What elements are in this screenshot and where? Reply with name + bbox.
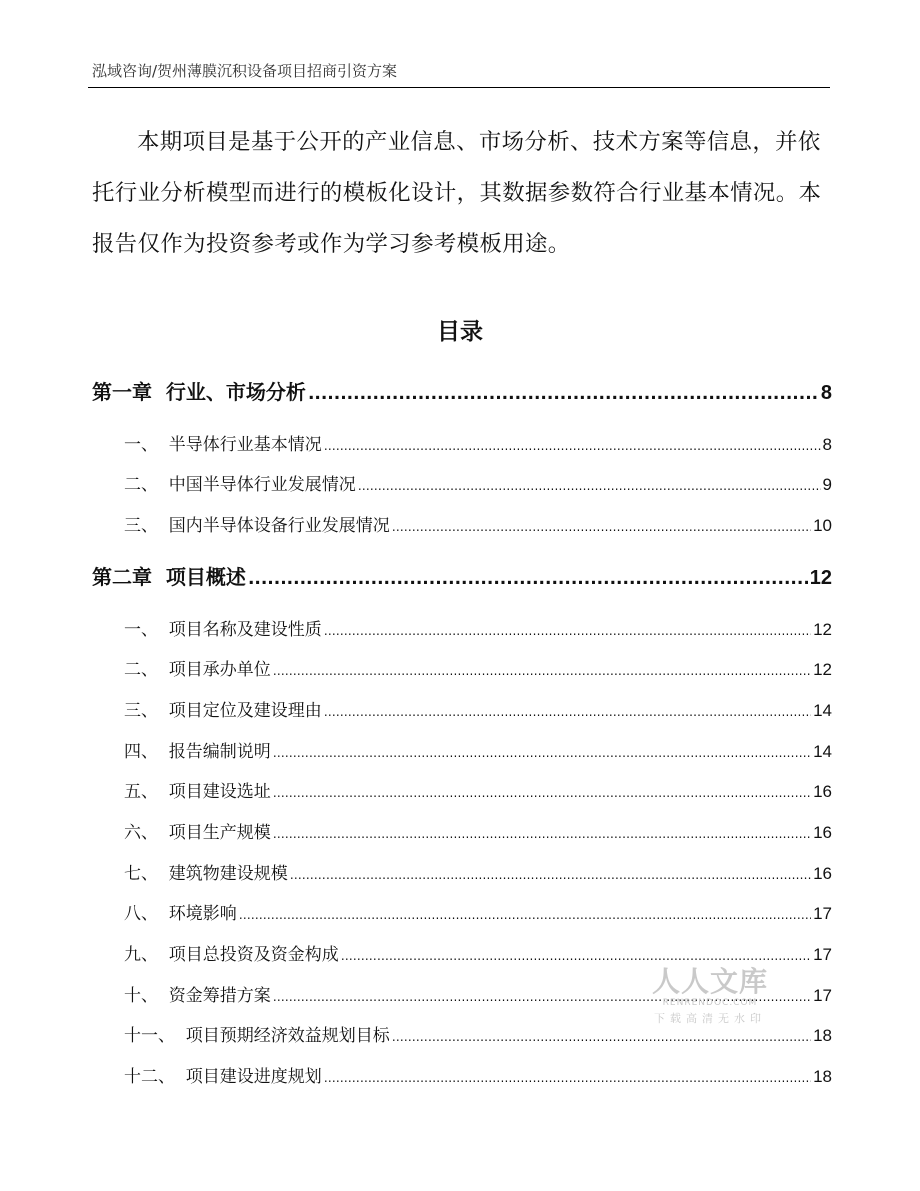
watermark-tagline: 下载高清无水印 (654, 1012, 766, 1025)
toc-entry-page: 9 (822, 475, 832, 494)
toc-entry[interactable] (92, 737, 832, 762)
toc-leader-dots (324, 624, 811, 638)
toc-leader-dots (308, 384, 819, 404)
watermark-logo-text: 人人文库 (651, 965, 768, 998)
toc-entry-page: 14 (813, 701, 832, 720)
toc-entry-page: 17 (813, 986, 832, 1005)
toc-entry-page: 17 (813, 904, 832, 923)
header-divider (88, 87, 830, 88)
toc-entry-label: 二、 项目承办单位 (124, 660, 271, 680)
toc-entry-chapter-1[interactable] (92, 376, 832, 405)
toc-leader-dots (324, 705, 811, 719)
toc-entry-page: 10 (813, 516, 832, 535)
toc-entry-label: 四、 报告编制说明 (124, 742, 271, 762)
toc-entry-label: 十一、 项目预期经济效益规划目标 (124, 1026, 390, 1046)
toc-entry-label: 二、 中国半导体行业发展情况 (124, 475, 356, 495)
toc-leader-dots (239, 908, 811, 922)
toc-entry[interactable] (92, 511, 832, 536)
watermark-url: RENRENDOC.COM (662, 998, 758, 1008)
toc-entry[interactable] (92, 1062, 832, 1087)
running-header: 泓域咨询/贺州薄膜沉积设备项目招商引资方案 (92, 62, 398, 80)
toc-entry[interactable] (92, 470, 832, 495)
toc-entry[interactable] (92, 859, 832, 884)
toc-entry-page: 8 (820, 382, 832, 404)
toc-entry-page: 8 (822, 435, 832, 454)
toc-entry-label: 三、 国内半导体设备行业发展情况 (124, 516, 390, 536)
toc-entry-page: 18 (813, 1067, 832, 1086)
toc-entry[interactable] (92, 655, 832, 680)
toc-entry-label: 五、 项目建设选址 (124, 782, 271, 802)
toc-leader-dots (358, 479, 821, 493)
toc-entry-page: 16 (813, 864, 832, 883)
toc-entry-page: 12 (809, 567, 832, 589)
toc-entry-page: 12 (813, 660, 832, 679)
toc-leader-dots (392, 1030, 811, 1044)
toc-leader-dots (324, 1071, 811, 1085)
toc-entry-label: 八、 环境影响 (124, 904, 237, 924)
intro-paragraph (92, 117, 832, 270)
toc-entry[interactable] (92, 899, 832, 924)
toc-entry[interactable] (92, 430, 832, 455)
toc-entry-chapter-2[interactable] (92, 561, 832, 590)
toc-entry[interactable] (92, 777, 832, 802)
toc-title: 目录 (437, 319, 483, 345)
toc-leader-dots (392, 520, 811, 534)
watermark (645, 960, 775, 1026)
intro-text: 本期项目是基于公开的产业信息、市场分析、技术方案等信息，并依托行业分析模型而进行的模板化设计，其数据参数符合行业基本情况。本报告仅作为投资参考或作为学习参考模板用途。 (92, 129, 822, 257)
toc-entry-page: 12 (813, 620, 832, 639)
toc-entry-page: 16 (813, 823, 832, 842)
toc-leader-dots (248, 569, 808, 589)
toc-entry-label: 三、 项目定位及建设理由 (124, 701, 322, 721)
toc-leader-dots (273, 664, 811, 678)
toc-entry-label: 七、 建筑物建设规模 (124, 864, 288, 884)
toc-entry-label: 六、 项目生产规模 (124, 823, 271, 843)
toc-entry-label: 十二、 项目建设进度规划 (124, 1067, 322, 1087)
toc-leader-dots (273, 827, 811, 841)
toc-entry-page: 14 (813, 742, 832, 761)
toc-entry-label: 十、 资金筹措方案 (124, 986, 271, 1006)
toc-entry-label: 一、 项目名称及建设性质 (124, 620, 322, 640)
toc-entry[interactable] (92, 818, 832, 843)
toc-entry[interactable] (92, 696, 832, 721)
toc-entry-page: 18 (813, 1026, 832, 1045)
toc-entry-page: 17 (813, 945, 832, 964)
toc-entry[interactable] (92, 615, 832, 640)
toc-leader-dots (273, 746, 811, 760)
toc-entry-label: 九、 项目总投资及资金构成 (124, 945, 339, 965)
toc-entry-page: 16 (813, 782, 832, 801)
toc-entry-label: 第一章 行业、市场分析 (92, 380, 306, 404)
toc-entry-label: 第二章 项目概述 (92, 565, 246, 589)
toc-entry-label: 一、 半导体行业基本情况 (124, 435, 322, 455)
toc-leader-dots (290, 868, 811, 882)
toc-leader-dots (324, 439, 821, 453)
toc-leader-dots (273, 786, 811, 800)
